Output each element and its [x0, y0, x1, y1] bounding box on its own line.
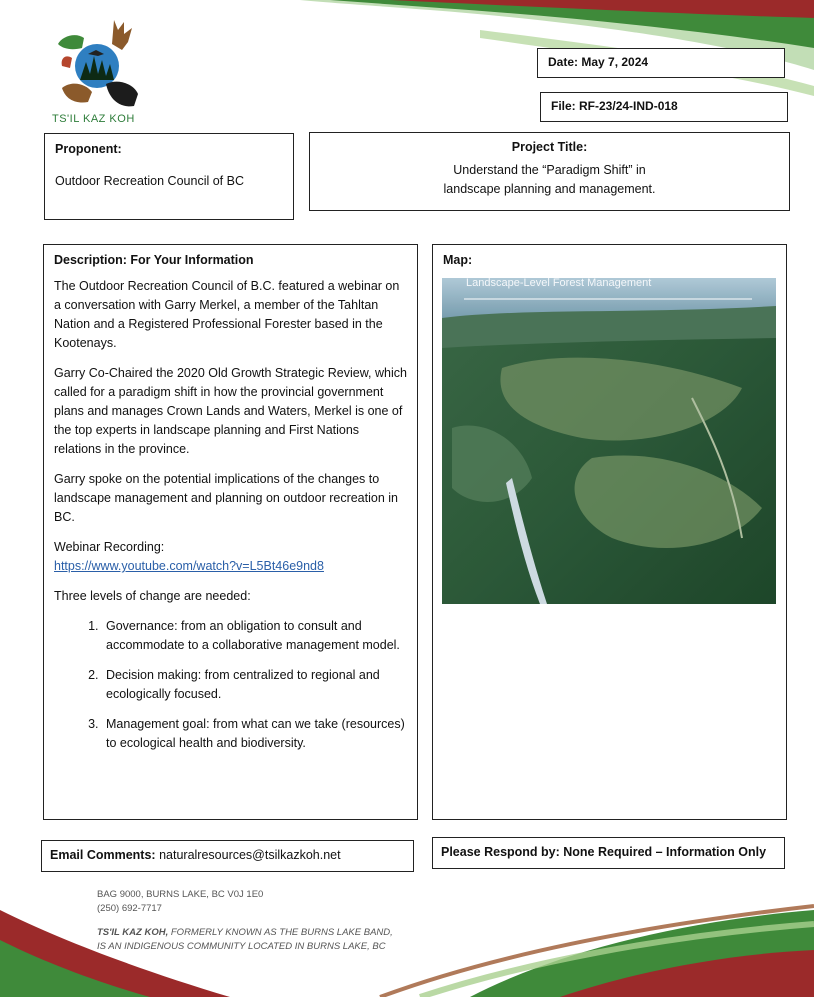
description-paragraph-2: Garry Co-Chaired the 2020 Old Growth Strategic Review, which called for a paradigm shift in how the provincial government plans and manages Crown Lands and Waters, Merkel is one of the top experts in landscape planning and First Nations relations in the province.	[54, 366, 407, 456]
footer-phone: (250) 692-7717	[97, 903, 162, 914]
logo-wordmark: TS'IL KAZ KOH	[52, 113, 135, 125]
date-label: Date:	[548, 55, 579, 69]
footer-tagline-rest: FORMERLY KNOWN AS THE BURNS LAKE BAND,	[168, 927, 393, 938]
project-title-box	[309, 132, 790, 211]
respond-by-text: Please Respond by: None Required – Information Only	[441, 845, 767, 859]
date-field	[537, 48, 785, 78]
list-item: 2. Decision making: from centralized to regional and ecologically focused.	[102, 666, 407, 704]
description-paragraph-1: The Outdoor Recreation Council of B.C. featured a webinar on a conversation with Garry Merkel, a member of the Tahltan Nation and a Registered Professional Forester based in the Kootenays.	[54, 279, 400, 350]
proponent-value: Outdoor Recreation Council of BC	[55, 174, 244, 188]
webinar-recording-label: Webinar Recording:	[54, 540, 165, 554]
file-field	[540, 92, 788, 122]
description-label: Description: For Your Information	[54, 253, 254, 267]
forest-aerial-photo	[442, 278, 776, 604]
description-paragraph-3: Garry spoke on the potential implications of the changes to landscape management and planning on outdoor recreation in BC.	[54, 472, 398, 524]
project-title-label: Project Title:	[511, 140, 588, 154]
list-item: 1. Governance: from an obligation to consult and accommodate to a collaborative management model.	[102, 617, 407, 655]
description-box	[43, 244, 418, 820]
proponent-box	[44, 133, 294, 220]
list-item: 3. Management goal: from what can we take (resources) to ecological health and biodiversity.	[102, 715, 407, 753]
map-image-caption: Landscape-Level Forest Management	[466, 277, 652, 289]
proponent-label: Proponent:	[55, 142, 122, 156]
map-label: Map:	[443, 253, 473, 267]
project-title-line-2: landscape planning and management.	[443, 182, 656, 196]
footer-address: BAG 9000, BURNS LAKE, BC V0J 1E0	[97, 889, 264, 900]
levels-intro: Three levels of change are needed:	[54, 589, 251, 603]
levels-list	[54, 617, 407, 753]
file-value: RF-23/24-IND-018	[579, 99, 678, 113]
file-label: File:	[551, 99, 576, 113]
date-value: May 7, 2024	[581, 55, 649, 69]
webinar-recording-link[interactable]: https://www.youtube.com/watch?v=L5Bt46e9nd8	[54, 559, 324, 573]
tsil-kaz-koh-logo-graphic	[52, 14, 142, 112]
footer-tagline-name: TS'IL KAZ KOH,	[97, 927, 169, 938]
footer-tagline-line-1	[97, 927, 393, 938]
footer-tagline-line-2: IS AN INDIGENOUS COMMUNITY LOCATED IN BURNS LAKE, BC	[97, 941, 386, 952]
respond-by-box	[432, 837, 785, 869]
project-title-line-1: Understand the “Paradigm Shift” in	[453, 163, 646, 177]
email-comments-box	[41, 840, 414, 872]
email-value[interactable]: naturalresources@tsilkazkoh.net	[159, 848, 341, 862]
email-label: Email Comments:	[50, 848, 156, 862]
